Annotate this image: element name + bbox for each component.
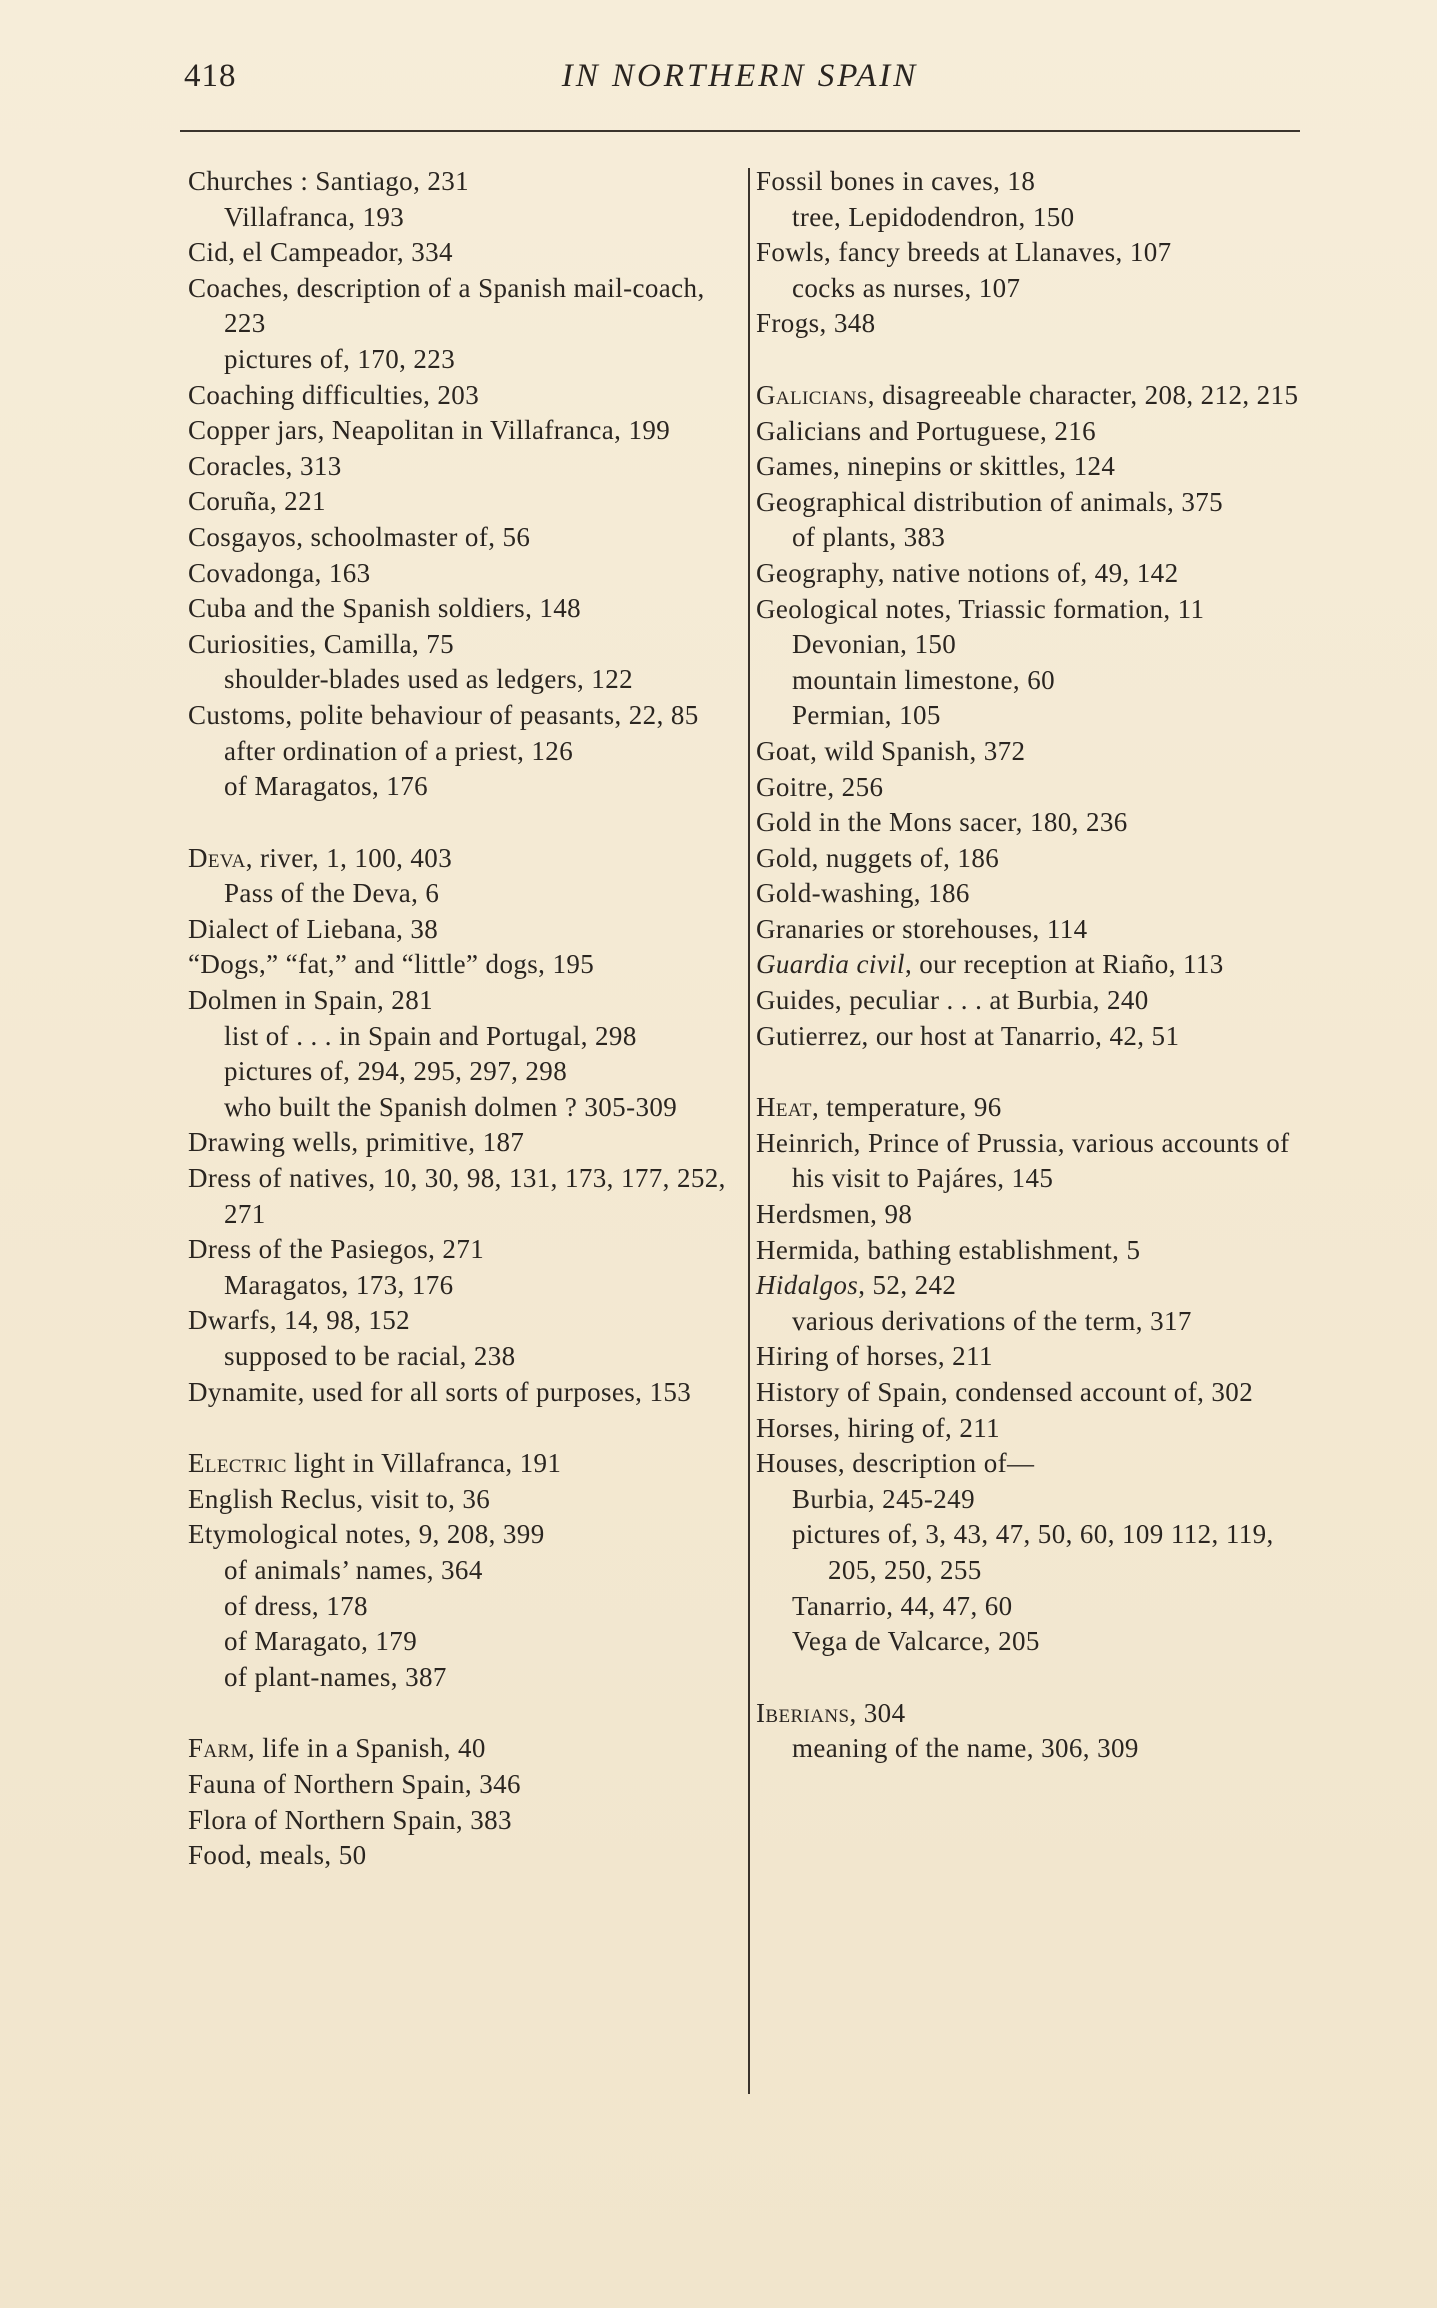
index-entry <box>756 592 1304 628</box>
entry-text: Coracles, 313 <box>188 450 342 481</box>
entry-text: mountain limestone, 60 <box>792 664 1056 695</box>
index-subentry <box>188 1090 736 1126</box>
entry-text: cocks as nurses, 107 <box>792 272 1021 303</box>
entry-text: Gold in the Mons sacer, 180, 236 <box>756 807 1128 838</box>
index-subentry <box>188 662 736 698</box>
entry-text: Geographical distribution of animals, 375 <box>756 486 1224 517</box>
index-entry <box>756 485 1304 521</box>
index-entry <box>188 698 736 734</box>
index-entry <box>756 556 1304 592</box>
entry-text: Villafranca, 193 <box>224 201 405 232</box>
entry-text: Frogs, 348 <box>756 308 876 339</box>
index-entry <box>756 1090 1304 1126</box>
index-entry <box>756 449 1304 485</box>
index-subentry <box>188 1268 736 1304</box>
index-subentry <box>756 698 1304 734</box>
entry-lead-small-caps: Iberians <box>756 1697 850 1728</box>
entry-text: Hermida, bathing establishment, 5 <box>756 1234 1141 1265</box>
entry-text: “Dogs,” “fat,” and “little” dogs, 195 <box>188 949 595 980</box>
entry-lead-small-caps: Galicians <box>756 379 868 410</box>
index-entry <box>188 1232 736 1268</box>
index-subentry <box>188 1660 736 1696</box>
entry-text: Coaching difficulties, 203 <box>188 379 480 410</box>
entry-text: Houses, description of— <box>756 1448 1035 1479</box>
index-entry <box>188 1767 736 1803</box>
entry-text: Galicians and Portuguese, 216 <box>756 415 1097 446</box>
index-entry <box>188 1517 736 1553</box>
index-entry <box>188 1838 736 1874</box>
index-entry <box>188 1482 736 1518</box>
index-subentry <box>756 1304 1304 1340</box>
index-entry <box>756 414 1304 450</box>
entry-text: Goitre, 256 <box>756 771 884 802</box>
index-entry <box>188 841 736 877</box>
index-subentry <box>756 1517 1304 1588</box>
entry-text: of animals’ names, 364 <box>224 1554 483 1585</box>
index-entry <box>756 1126 1304 1197</box>
index-subentry <box>756 200 1304 236</box>
entry-text: Dynamite, used for all sorts of purposes, 153 <box>188 1376 692 1407</box>
entry-text: list of . . . in Spain and Portugal, 298 <box>224 1020 637 1051</box>
index-subentry <box>188 1624 736 1660</box>
entry-text: Drawing wells, primitive, 187 <box>188 1127 525 1158</box>
index-subentry <box>756 1731 1304 1767</box>
entry-text: who built the Spanish dolmen ? 305-309 <box>224 1091 678 1122</box>
index-entry <box>756 1268 1304 1304</box>
index-subentry <box>188 734 736 770</box>
entry-text: pictures of, 170, 223 <box>224 343 456 374</box>
entry-text: Gutierrez, our host at Tanarrio, 42, 51 <box>756 1020 1180 1051</box>
entry-lead-small-caps: Deva <box>188 842 246 873</box>
entry-text: Gold-washing, 186 <box>756 878 970 909</box>
index-entry <box>188 556 736 592</box>
entry-text: tree, Lepidodendron, 150 <box>792 201 1075 232</box>
entry-text: of plants, 383 <box>792 522 946 553</box>
entry-text: of Maragato, 179 <box>224 1626 418 1657</box>
entry-text: Coaches, description of a Spanish mail-coach, 223 <box>188 272 705 339</box>
entry-text: History of Spain, condensed account of, 302 <box>756 1377 1254 1407</box>
index-entry <box>756 876 1304 912</box>
index-entry <box>188 983 736 1019</box>
index-entry <box>756 1019 1304 1055</box>
entry-text: Dress of natives, 10, 30, 98, 131, 173, 177, 252, 271 <box>188 1163 726 1229</box>
index-entry <box>188 164 736 200</box>
index-entry <box>188 1125 736 1161</box>
entry-text: Horses, hiring of, 211 <box>756 1412 1001 1443</box>
entry-text: Tanarrio, 44, 47, 60 <box>792 1590 1013 1621</box>
entry-text: Herdsmen, 98 <box>756 1199 913 1230</box>
index-entry <box>188 591 736 627</box>
entry-text: pictures of, 294, 295, 297, 298 <box>224 1056 568 1087</box>
index-subentry <box>756 520 1304 556</box>
page-number: 418 <box>184 58 237 94</box>
entry-text: Burbia, 245-249 <box>792 1483 975 1514</box>
entry-text: English Reclus, visit to, 36 <box>188 1483 491 1514</box>
index-entry <box>756 306 1304 342</box>
entry-text: Fossil bones in caves, 18 <box>756 166 1036 196</box>
index-entry <box>188 449 736 485</box>
index-entry <box>756 734 1304 770</box>
running-title: IN NORTHERN SPAIN <box>561 58 919 94</box>
index-entry <box>188 520 736 556</box>
index-subentry <box>188 1054 736 1090</box>
entry-text: Devonian, 150 <box>792 629 957 660</box>
index-entry <box>188 378 736 414</box>
entry-text: supposed to be racial, 238 <box>224 1341 516 1371</box>
index-entry <box>756 983 1304 1019</box>
entry-text: Hiring of horses, 211 <box>756 1341 993 1372</box>
index-subentry <box>756 627 1304 663</box>
entry-text: Cid, el Campeador, 334 <box>188 237 453 268</box>
index-subentry <box>756 1589 1304 1625</box>
entry-text: Fowls, fancy breeds at Llanaves, 107 <box>756 237 1172 268</box>
page-header <box>180 58 1300 108</box>
entry-text: , river, 1, 100, 403 <box>245 842 453 873</box>
index-entry <box>188 1303 736 1339</box>
entry-text: Pass of the Deva, 6 <box>224 878 440 909</box>
index-subentry <box>188 200 736 236</box>
index-entry <box>188 1375 736 1411</box>
entry-text: , temperature, 96 <box>811 1092 1002 1123</box>
index-subentry <box>188 876 736 912</box>
entry-text: Granaries or storehouses, 114 <box>756 913 1088 944</box>
entry-text: Games, ninepins or skittles, 124 <box>756 451 1116 482</box>
index-subentry <box>756 663 1304 699</box>
entry-lead-italic: Hidalgos <box>756 1270 859 1301</box>
entry-text: Customs, polite behaviour of peasants, 22, 85 <box>188 699 699 730</box>
entry-text: Vega de Valcarce, 205 <box>792 1626 1040 1657</box>
index-entry <box>188 947 736 983</box>
index-entry <box>756 912 1304 948</box>
index-entry <box>756 1233 1304 1269</box>
index-entry <box>756 1446 1304 1482</box>
entry-text: meaning of the name, 306, 309 <box>792 1733 1139 1764</box>
entry-text: Permian, 105 <box>792 700 941 731</box>
entry-text: Flora of Northern Spain, 383 <box>188 1804 512 1835</box>
entry-text: Food, meals, 50 <box>188 1840 367 1871</box>
entry-text: after ordination of a priest, 126 <box>224 735 574 766</box>
index-entry <box>188 235 736 271</box>
entry-lead-small-caps: Electric <box>188 1448 287 1479</box>
entry-text: Curiosities, Camilla, 75 <box>188 628 455 659</box>
entry-text: pictures of, 3, 43, 47, 50, 60, 109 112, 119, 205, 250, 255 <box>792 1519 1274 1585</box>
entry-text: , disagreeable character, 208, 212, 215 <box>867 379 1299 410</box>
entry-text: Cosgayos, schoolmaster of, 56 <box>188 521 531 552</box>
index-entry <box>756 378 1304 414</box>
index-entry <box>756 164 1304 200</box>
entry-text: light in Villafranca, 191 <box>286 1448 562 1479</box>
entry-text: , 52, 242 <box>858 1270 957 1301</box>
entry-text: Dress of the Pasiegos, 271 <box>188 1234 485 1265</box>
entry-lead-small-caps: Farm <box>188 1733 248 1764</box>
entry-text: Coruña, 221 <box>188 486 326 517</box>
entry-text: shoulder-blades used as ledgers, 122 <box>224 664 634 695</box>
index-entry <box>756 947 1304 983</box>
entry-text: Geography, native notions of, 49, 142 <box>756 557 1179 588</box>
index-entry <box>756 1411 1304 1447</box>
index-entry <box>188 912 736 948</box>
entry-text: various derivations of the term, 317 <box>792 1305 1192 1336</box>
entry-text: , 304 <box>849 1697 906 1728</box>
index-entry <box>188 1161 736 1232</box>
entry-text: Gold, nuggets of, 186 <box>756 842 1000 873</box>
header-rule <box>180 130 1300 132</box>
entry-text: Fauna of Northern Spain, 346 <box>188 1768 521 1799</box>
entry-text: Maragatos, 173, 176 <box>224 1269 454 1300</box>
index-subentry <box>188 1553 736 1589</box>
index-entry <box>756 770 1304 806</box>
index-entry <box>756 805 1304 841</box>
index-entry <box>188 1803 736 1839</box>
index-entry <box>188 484 736 520</box>
entry-text: of dress, 178 <box>224 1590 368 1621</box>
entry-text: Geological notes, Triassic formation, 11 <box>756 593 1205 624</box>
index-subentry <box>756 1624 1304 1660</box>
index-entry <box>756 1197 1304 1233</box>
index-subentry <box>756 1482 1304 1518</box>
index-subentry <box>188 1019 736 1055</box>
index-entry <box>188 1446 736 1482</box>
index-subentry <box>756 271 1304 307</box>
entry-text: Goat, wild Spanish, 372 <box>756 735 1026 766</box>
index-column-left <box>188 164 736 1874</box>
entry-text: Copper jars, Neapolitan in Villafranca, 199 <box>188 415 671 446</box>
index-subentry <box>188 1589 736 1625</box>
column-divider <box>748 168 750 2094</box>
index-entry <box>756 1696 1304 1732</box>
index-entry <box>188 271 736 342</box>
entry-text: Etymological notes, 9, 208, 399 <box>188 1519 545 1550</box>
entry-text: Dialect of Liebana, 38 <box>188 913 439 944</box>
index-entry <box>756 1339 1304 1375</box>
index-entry <box>756 841 1304 877</box>
index-subentry <box>188 1339 736 1375</box>
index-column-right <box>756 164 1304 1767</box>
index-entry <box>188 413 736 449</box>
index-entry <box>188 1731 736 1767</box>
entry-text: of Maragatos, 176 <box>224 771 429 802</box>
index-entry <box>756 1375 1304 1411</box>
entry-text: Heinrich, Prince of Prussia, various accounts of his visit to Pajáres, 145 <box>756 1127 1290 1194</box>
index-entry <box>756 235 1304 271</box>
entry-text: of plant-names, 387 <box>224 1661 447 1692</box>
index-subentry <box>188 769 736 805</box>
index-subentry <box>188 342 736 378</box>
entry-text: , our reception at Riaño, 113 <box>904 949 1224 980</box>
entry-text: Guides, peculiar . . . at Burbia, 240 <box>756 985 1149 1016</box>
entry-text: Cuba and the Spanish soldiers, 148 <box>188 593 582 624</box>
entry-text: Churches : Santiago, 231 <box>188 166 470 196</box>
index-entry <box>188 627 736 663</box>
entry-text: Covadonga, 163 <box>188 557 371 588</box>
entry-text: , life in a Spanish, 40 <box>247 1733 486 1764</box>
entry-text: Dwarfs, 14, 98, 152 <box>188 1305 411 1336</box>
entry-text: Dolmen in Spain, 281 <box>188 985 433 1016</box>
entry-lead-italic: Guardia civil <box>756 949 905 980</box>
entry-lead-small-caps: Heat <box>756 1092 812 1123</box>
